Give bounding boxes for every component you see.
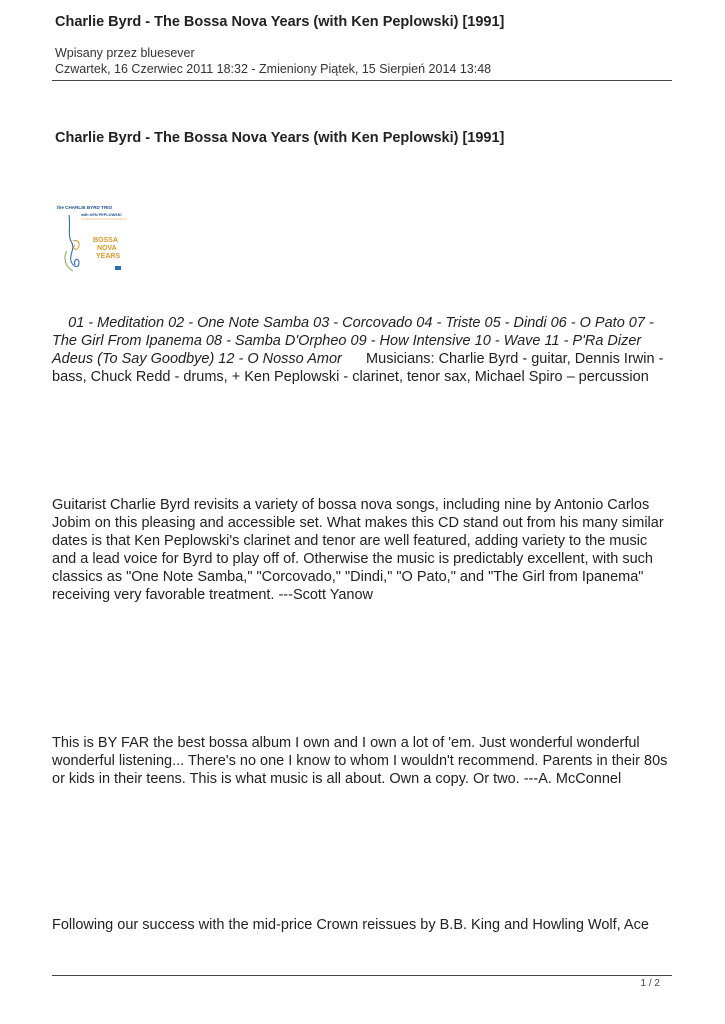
tracklist: 01 - Meditation 02 - One Note Samba 03 - Corcovado 04 - Triste 05 - Dindi 06 - O Pato 07 - The Girl From Ipanema 08 - Samba D'Orpheo 09 - How Intensive 10 - Wave 11 - P'Ra Dizer Adeus (To Say Goodbye) 12 - O Nosso Amor xyxy=(52,315,654,367)
review-paragraph-1: Guitarist Charlie Byrd revisits a variety of bossa nova songs, including nine by Antonio Carlos Jobim on this pleasing and accessible set. What makes this CD stand out from his many similar dates is that Ken Peplowski's clarinet and tenor are well featured, adding variety to the music and a lead voice for Byrd to play off of. Otherwise the music is predictably excellent, with such classics as "One Note Samba," "Corcovado," "Dindi," "O Pato," and "The Girl from Ipanema" receiving very favorable treatment. ---Scott Yanow xyxy=(52,497,664,603)
footer-divider xyxy=(52,975,672,976)
review-paragraph-3: Following our success with the mid-price Crown reissues by B.B. King and Howling Wolf, Ace xyxy=(52,917,649,933)
cover-line1: the CHARLIE BYRD TRIO xyxy=(57,205,113,210)
cover-line2: with KEN PEPLOWSKI xyxy=(81,213,122,217)
cover-word-years: YEARS xyxy=(96,253,121,260)
article-meta xyxy=(55,45,491,77)
cover-word-bossa: BOSSA xyxy=(93,237,118,244)
page-number: 1 / 2 xyxy=(640,978,660,989)
album-cover-image xyxy=(55,201,129,279)
article-title: Charlie Byrd - The Bossa Nova Years (with Ken Peplowski) [1991] xyxy=(55,130,505,146)
cover-word-nova: NOVA xyxy=(97,245,117,252)
header-divider xyxy=(52,80,672,81)
dates-line: Czwartek, 16 Czerwiec 2011 18:32 - Zmieniony Piątek, 15 Sierpień 2014 13:48 xyxy=(55,62,492,76)
tracklist-paragraph xyxy=(52,314,672,386)
review-paragraph-2: This is BY FAR the best bossa album I own and I own a lot of 'em. Just wonderful wonderful wonderful listening... There's no one I know to whom I wouldn't recommend. Parents in their 80s or kids in their teens. This is what music is all about. Own a copy. Or two. ---A. McConnel xyxy=(52,735,668,787)
musicians: Musicians: Charlie Byrd - guitar, Dennis Irwin - bass, Chuck Redd - drums, + Ken Peplowski - clarinet, tenor sax, Michael Spiro – percussion xyxy=(52,351,664,385)
author-line: Wpisany przez bluesever xyxy=(55,46,195,60)
page-header-title: Charlie Byrd - The Bossa Nova Years (with Ken Peplowski) [1991] xyxy=(55,14,505,30)
